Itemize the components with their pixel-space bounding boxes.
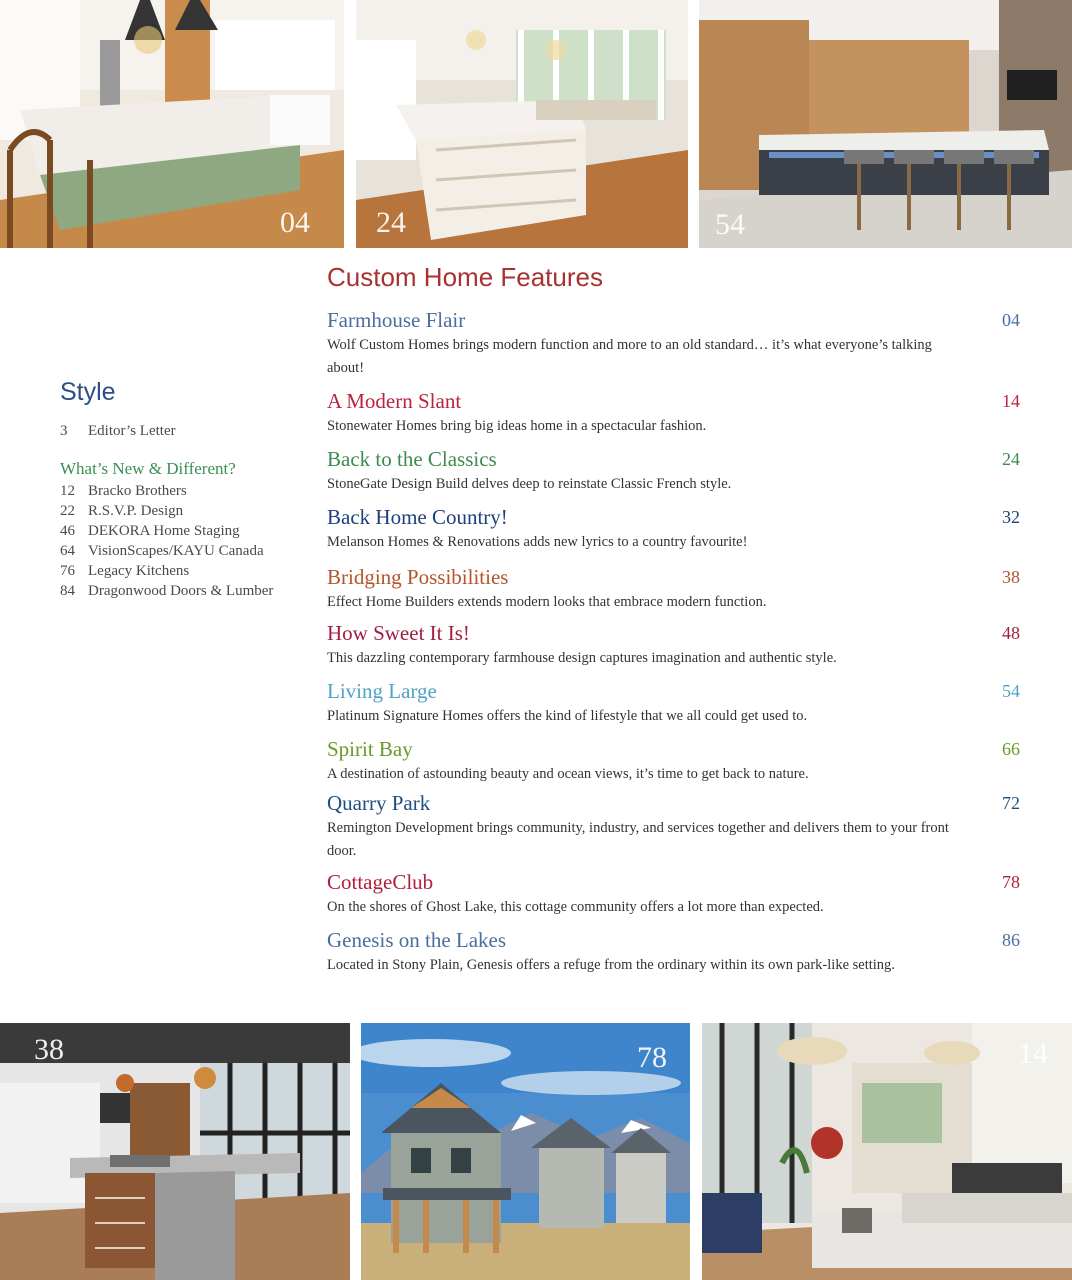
toc-entry-page: 72 bbox=[1002, 793, 1020, 813]
sidebar-list-item[interactable] bbox=[60, 521, 310, 541]
features-heading: Custom Home Features bbox=[327, 262, 603, 292]
toc-entry-description: Melanson Homes & Renovations adds new lyrics to a country favourite! bbox=[327, 534, 748, 550]
editors-letter-label: Editor’s Letter bbox=[88, 423, 176, 439]
sidebar-list-item[interactable] bbox=[60, 541, 310, 561]
toc-entry[interactable] bbox=[327, 446, 1022, 496]
toc-entry-title: Farmhouse Flair bbox=[327, 308, 466, 332]
toc-entry-title: Spirit Bay bbox=[327, 737, 413, 761]
toc-entry[interactable] bbox=[327, 736, 1022, 786]
toc-entry[interactable] bbox=[327, 307, 1022, 380]
toc-entry-page: 38 bbox=[1002, 567, 1020, 587]
toc-entry-page: 86 bbox=[1002, 930, 1020, 950]
editors-letter-row[interactable] bbox=[60, 421, 310, 441]
style-sidebar bbox=[60, 378, 310, 601]
sidebar-item-label: Dragonwood Doors & Lumber bbox=[88, 583, 274, 599]
toc-entry[interactable] bbox=[327, 504, 1022, 554]
toc-entry-description: On the shores of Ghost Lake, this cottage community offers a lot more than expected. bbox=[327, 899, 824, 915]
sidebar-item-label: Legacy Kitchens bbox=[88, 563, 190, 579]
toc-entry-page: 14 bbox=[1002, 391, 1020, 411]
toc-entry-description: Effect Home Builders extends modern looks that embrace modern function. bbox=[327, 594, 767, 610]
toc-entry-description: Wolf Custom Homes brings modern function and more to an old standard… it’s what everyone’s talking about! bbox=[327, 337, 932, 376]
photo-cottage-exterior bbox=[361, 1023, 690, 1280]
toc-entry[interactable] bbox=[327, 620, 1022, 670]
whats-new-heading: What’s New & Different? bbox=[60, 459, 236, 478]
photo-page-number: 04 bbox=[280, 206, 310, 239]
sidebar-item-label: DEKORA Home Staging bbox=[88, 523, 240, 539]
editors-letter-page: 3 bbox=[60, 423, 68, 439]
toc-entry-description: Remington Development brings community, industry, and services together and delivers them to your front door. bbox=[327, 820, 949, 859]
sidebar-item-page: 12 bbox=[60, 483, 75, 499]
toc-entry-description: This dazzling contemporary farmhouse design captures imagination and authentic style. bbox=[327, 650, 837, 666]
toc-entry[interactable] bbox=[327, 678, 1022, 728]
sidebar-item-page: 46 bbox=[60, 523, 75, 539]
toc-entry-page: 66 bbox=[1002, 739, 1020, 759]
toc-entry[interactable] bbox=[327, 388, 1022, 438]
toc-entry[interactable] bbox=[327, 790, 1022, 863]
photo-classic-kitchen bbox=[356, 0, 688, 248]
sidebar-item-label: Bracko Brothers bbox=[88, 483, 187, 499]
photo-page-number: 38 bbox=[34, 1033, 64, 1066]
toc-entry-title: A Modern Slant bbox=[327, 389, 462, 413]
sidebar-item-page: 76 bbox=[60, 563, 75, 579]
toc-entry-title: Genesis on the Lakes bbox=[327, 928, 507, 952]
toc-entry-description: StoneGate Design Build delves deep to reinstate Classic French style. bbox=[327, 476, 732, 492]
photo-page-number: 14 bbox=[1018, 1037, 1048, 1070]
toc-entry-page: 24 bbox=[1002, 449, 1020, 469]
toc-entry-title: Quarry Park bbox=[327, 791, 431, 815]
toc-entry-title: Living Large bbox=[327, 679, 437, 703]
photo-page-number: 54 bbox=[715, 208, 745, 241]
living-room-image bbox=[702, 1023, 1072, 1280]
toc-entry[interactable] bbox=[327, 869, 1022, 919]
toc-entry-title: How Sweet It Is! bbox=[327, 621, 470, 645]
toc-entry-page: 04 bbox=[1002, 310, 1020, 330]
sidebar-list-item[interactable] bbox=[60, 581, 310, 601]
sidebar-item-label: VisionScapes/KAYU Canada bbox=[88, 543, 264, 559]
sidebar-item-page: 22 bbox=[60, 503, 75, 519]
modern-kitchen-image bbox=[699, 0, 1072, 248]
sidebar-list-item[interactable] bbox=[60, 501, 310, 521]
toc-entry-description: Located in Stony Plain, Genesis offers a refuge from the ordinary within its own park-like setting. bbox=[327, 957, 895, 973]
photo-farmhouse-kitchen bbox=[0, 0, 344, 248]
photo-page-number: 24 bbox=[376, 206, 406, 239]
photo-open-kitchen bbox=[0, 1023, 350, 1280]
style-heading: Style bbox=[60, 378, 116, 406]
toc-entry-title: Back Home Country! bbox=[327, 505, 508, 529]
sidebar-list-item[interactable] bbox=[60, 561, 310, 581]
toc-entry-page: 54 bbox=[1002, 681, 1020, 701]
sidebar-item-page: 64 bbox=[60, 543, 75, 559]
sidebar-list-item[interactable] bbox=[60, 481, 310, 501]
custom-home-features bbox=[327, 262, 1022, 977]
toc-entry-page: 48 bbox=[1002, 623, 1020, 643]
toc-entry-page: 78 bbox=[1002, 872, 1020, 892]
toc-entry-description: A destination of astounding beauty and ocean views, it’s time to get back to nature. bbox=[327, 766, 809, 782]
toc-entry-page: 32 bbox=[1002, 507, 1020, 527]
toc-entry-title: Bridging Possibilities bbox=[327, 565, 509, 589]
photo-modern-kitchen bbox=[699, 0, 1072, 248]
toc-entry-title: CottageClub bbox=[327, 870, 434, 894]
photo-sweet-living-room bbox=[702, 1023, 1072, 1280]
toc-entry-title: Back to the Classics bbox=[327, 447, 497, 471]
toc-entry-description: Platinum Signature Homes offers the kind of lifestyle that we all could get used to. bbox=[327, 708, 808, 724]
photo-page-number: 78 bbox=[637, 1041, 667, 1074]
toc-entry[interactable] bbox=[327, 927, 1022, 977]
sidebar-item-page: 84 bbox=[60, 583, 75, 599]
sidebar-item-label: R.S.V.P. Design bbox=[88, 503, 184, 519]
toc-entry[interactable] bbox=[327, 564, 1022, 614]
toc-entry-description: Stonewater Homes bring big ideas home in a spectacular fashion. bbox=[327, 418, 707, 434]
